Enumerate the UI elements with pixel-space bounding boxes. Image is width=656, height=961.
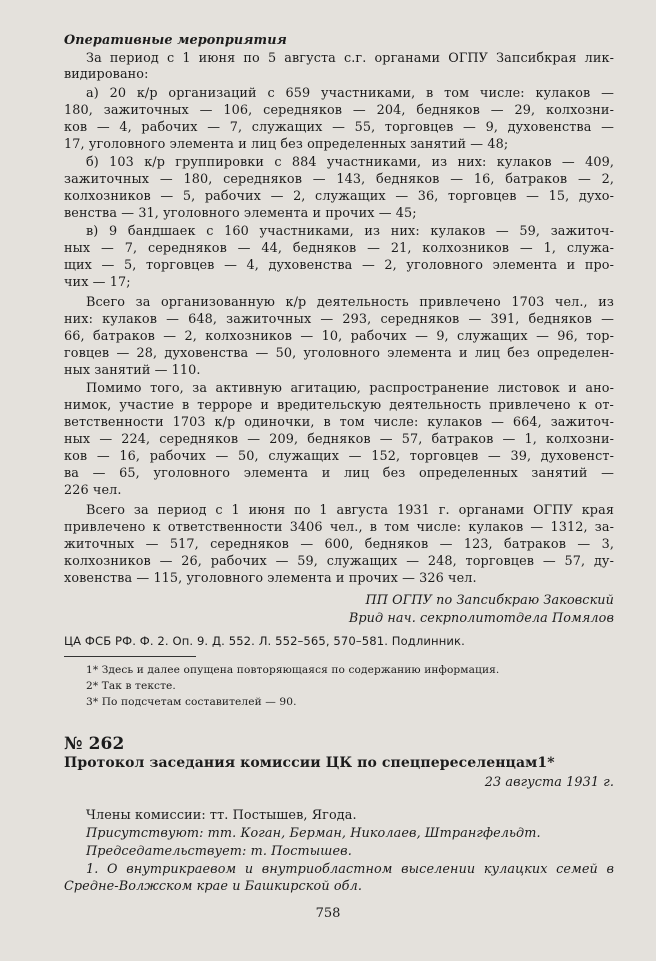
present-line: Присутствуют: тт. Коган, Берман, Николаев, Штрангфельдт. — [86, 826, 541, 841]
text-line: щих — 5, торговцев — 4, духовенства — 2, уголовного элемента и про- — [64, 258, 614, 273]
section-heading: Оперативные мероприятия — [64, 33, 287, 48]
text-line: ков — 16, рабочих — 50, служащих — 152, торговцев — 39, духовенст- — [64, 449, 614, 464]
agenda-item-line: Средне-Волжском крае и Башкирской обл. — [64, 879, 362, 894]
text-line: в) 9 бандшаек с 160 участниками, из них: кулаков — 59, зажиточ- — [86, 224, 614, 239]
text-line: б) 103 к/р группировки с 884 участниками, из них: кулаков — 409, — [86, 155, 614, 170]
text-line: житочных — 517, середняков — 600, бедняков — 123, батраков — 3, — [64, 537, 614, 552]
agenda-item-line: 1. О внутрикраевом и внутриобластном выселении кулацких семей в — [86, 862, 614, 877]
text-line: видировано: — [64, 67, 149, 82]
members-line: Члены комиссии: тт. Постышев, Ягода. — [86, 808, 357, 823]
text-line: венства — 31, уголовного элемента и прочих — 45; — [64, 206, 417, 221]
text-line: чих — 17; — [64, 275, 131, 290]
document-date: 23 августа 1931 г. — [484, 775, 614, 790]
footnote-divider — [64, 656, 196, 657]
text-line: говцев — 28, духовенства — 50, уголовного элемента и лиц без определен- — [64, 346, 614, 361]
footnote: 1* Здесь и далее опущена повторяющаяся по содержанию информация. — [86, 664, 500, 676]
text-line: ва — 65, уголовного элемента и лиц без определенных занятий — — [64, 466, 614, 481]
document-number: № 262 — [64, 734, 125, 754]
text-line: колхозников — 26, рабочих — 59, служащих — 248, торговцев — 57, ду- — [64, 554, 614, 569]
text-line: 180, зажиточных — 106, середняков — 204, бедняков — 29, колхозни- — [64, 103, 614, 118]
page-number: 758 — [315, 906, 341, 921]
signature-line: Врид нач. секрполитотдела Помялов — [348, 611, 614, 626]
text-line: них: кулаков — 648, зажиточных — 293, середняков — 391, бедняков — — [64, 312, 614, 327]
text-line: 226 чел. — [64, 483, 122, 498]
text-line: ных занятий — 110. — [64, 363, 201, 378]
text-line: нимок, участие в терроре и вредительскую деятельность привлечено к от- — [64, 398, 614, 413]
text-line: колхозников — 5, рабочих — 2, служащих — 36, торговцев — 15, духо- — [64, 189, 614, 204]
text-line: привлечено к ответственности 3406 чел., в том числе: кулаков — 1312, за- — [64, 520, 614, 535]
text-line: ных — 224, середняков — 209, бедняков — 57, батраков — 1, колхозни- — [64, 432, 614, 447]
signature-line: ПП ОГПУ по Запсибкраю Заковский — [365, 593, 614, 608]
text-line: ных — 7, середняков — 44, бедняков — 21, колхозников — 1, служа- — [64, 241, 614, 256]
footnote: 2* Так в тексте. — [86, 680, 176, 692]
text-line: ков — 4, рабочих — 7, служащих — 55, торговцев — 9, духовенства — — [64, 120, 614, 135]
text-line: 66, батраков — 2, колхозников — 10, рабочих — 9, служащих — 96, тор- — [64, 329, 614, 344]
text-line: За период с 1 июня по 5 августа с.г. органами ОГПУ Запсибкрая лик- — [86, 51, 614, 66]
text-line: а) 20 к/р организаций с 659 участниками, в том числе: кулаков — — [86, 86, 614, 101]
text-line: Всего за организованную к/р деятельность привлечено 1703 чел., из — [86, 295, 614, 310]
text-line: ветственности 1703 к/р одиночки, в том числе: кулаков — 664, зажиточ- — [64, 415, 614, 430]
text-line: ховенства — 115, уголовного элемента и прочих — 326 чел. — [64, 571, 477, 586]
document-title: Протокол заседания комиссии ЦК по спецпереселенцам1* — [64, 755, 555, 771]
text-line: 17, уголовного элемента и лиц без определенных занятий — 48; — [64, 137, 509, 152]
source-line: ЦА ФСБ РФ. Ф. 2. Оп. 9. Д. 552. Л. 552–565, 570–581. Подлинник. — [64, 634, 465, 648]
chair-line: Председательствует: т. Постышев. — [86, 844, 352, 859]
footnote: 3* По подсчетам составителей — 90. — [86, 696, 297, 708]
text-line: зажиточных — 180, середняков — 143, бедняков — 16, батраков — 2, — [64, 172, 614, 187]
text-line: Всего за период с 1 июня по 1 августа 1931 г. органами ОГПУ края — [86, 503, 614, 518]
text-line: Помимо того, за активную агитацию, распространение листовок и ано- — [86, 381, 614, 396]
